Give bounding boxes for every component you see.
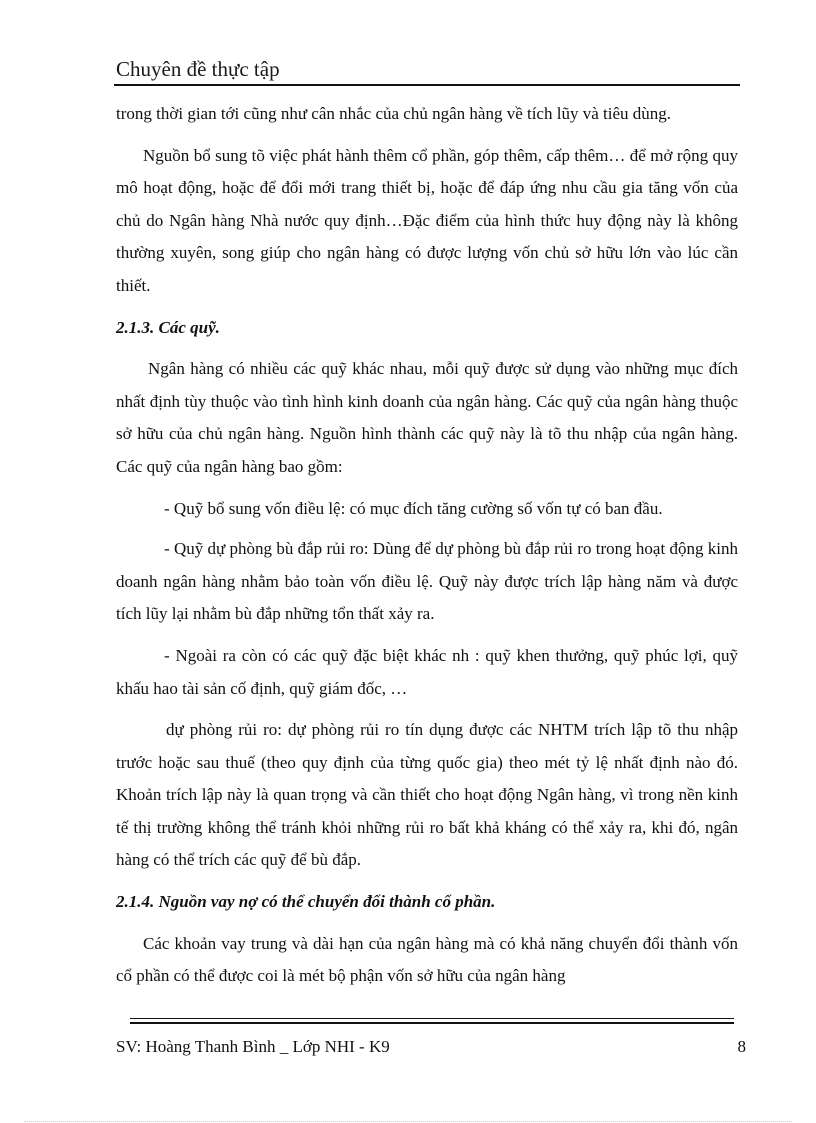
list-item-other-funds: - Ngoài ra còn có các quỹ đặc biệt khác nh : quỹ khen thưởng, quỹ phúc lợi, quỹ khấu hao tài sản cố định, quỹ giám đốc, … [116, 645, 738, 698]
paragraph-convertible-debt: Các khoản vay trung và dài hạn của ngân hàng mà có khả năng chuyển đổi thành vốn cổ phần có thể được coi là mét bộ phận vốn sở hữu của ngân hàng [116, 933, 738, 986]
page-header-title: Chuyên đề thực tập [116, 57, 280, 81]
page-edge-marker [24, 1121, 792, 1122]
document-body [116, 98, 738, 993]
paragraph-funds-intro: Ngân hàng có nhiều các quỹ khác nhau, mỗi quỹ được sử dụng vào những mục đích nhất định tùy thuộc vào tình hình kinh doanh của ngân hàng. Các quỹ của ngân hàng thuộc sở hữu của chủ ngân hàng. Nguồn hình thành các quỹ này là tõ thu nhập của ngân hàng. Các quỹ của ngân hàng bao gồm: [116, 359, 738, 476]
paragraph-supplementary-capital: Nguồn bổ sung tõ việc phát hành thêm cổ phần, góp thêm, cấp thêm… để mở rộng quy mô hoạt động, hoặc để đổi mới trang thiết bị, hoặc để đáp ứng nhu cầu gia tăng vốn của chủ do Ngân hàng Nhà nước quy định…Đặc điểm của hình thức huy động này là không thường xuyên, song giúp cho ngân hàng có được lượng vốn chủ sở hữu lớn vào lúc cần thiết. [116, 145, 738, 295]
footer-page-number: 8 [737, 1037, 746, 1056]
header-divider [114, 84, 740, 86]
footer-author: SV: Hoàng Thanh Bình _ Lớp NHI - K9 [116, 1037, 390, 1056]
paragraph-continuation: trong thời gian tới cũng như cân nhắc của chủ ngân hàng về tích lũy và tiêu dùng. [116, 104, 671, 123]
footer-divider-thick [130, 1022, 734, 1024]
section-heading-convertible-debt: 2.1.4. Nguồn vay nợ có thể chuyển đổi thành cổ phần. [116, 892, 496, 912]
footer-divider-thin [130, 1018, 734, 1019]
section-heading-funds: 2.1.3. Các quỹ. [116, 317, 220, 337]
paragraph-risk-provision: dự phòng rủi ro: dự phòng rủi ro tín dụng được các NHTM trích lập tõ thu nhập trước hoặc sau thuế (theo quy định của từng quốc gia) theo mét tỷ lệ nhất định nào đó. Khoản trích lập này là quan trọng và cần thiết cho hoạt động Ngân hàng, vì trong nền kinh tế thị trường không thể tránh khỏi những rủi ro bất khả kháng có thể xảy ra, khi đó, ngân hàng có thể trích các quỹ để bù đắp. [116, 720, 738, 870]
list-item-charter-capital-fund: - Quỹ bổ sung vốn điều lệ: có mục đích tăng cường số vốn tự có ban đầu. [164, 498, 663, 518]
list-item-risk-reserve-fund: - Quỹ dự phòng bù đắp rủi ro: Dùng để dự phòng bù đắp rủi ro trong hoạt động kinh doanh ngân hàng nhằm bảo toàn vốn điều lệ. Quỹ này được trích lập hàng năm và được tích lũy lại nhằm bù đắp những tổn thất xảy ra. [116, 539, 738, 624]
